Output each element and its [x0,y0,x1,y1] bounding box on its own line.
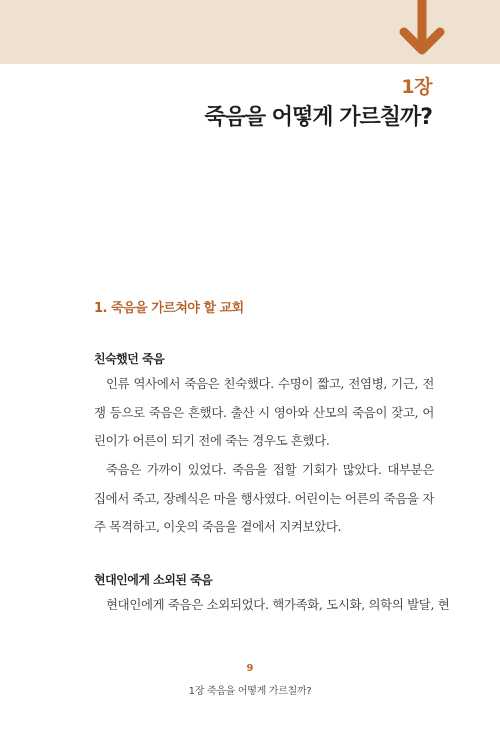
body-paragraph: 죽음은 가까이 있었다. 죽음을 접할 기회가 많았다. 대부분은 집에서 죽고, 장례식은 마을 행사였다. 어린이는 어른의 죽음을 자주 목격하고, 이웃의 죽음을 곁에서 지켜보았다. [94,462,434,535]
running-footer: 1장 죽음을 어떻게 가르칠까? [188,686,312,697]
section-heading: 1. 죽음을 가르쳐야 할 교회 [94,301,244,316]
chapter-title: 죽음을 어떻게 가르칠까? [204,105,432,130]
page-number: 9 [246,663,254,674]
chapter-number: 1장 [401,76,432,98]
body-paragraph: 현대인에게 죽음은 소외되었다. 핵가족화, 도시화, 의학의 발달, 현 [106,597,450,612]
subsection-heading: 현대인에게 소외된 죽음 [94,573,213,587]
body-paragraph: 인류 역사에서 죽음은 친숙했다. 수명이 짧고, 전염병, 기근, 전쟁 등으로 죽음은 흔했다. 출산 시 영아와 산모의 죽음이 잦고, 어린이가 어른이 되기 전에 죽는 경우도 흔했다. [94,376,434,449]
subsection-heading: 친숙했던 죽음 [94,352,165,366]
arrow-down-icon [390,0,454,64]
